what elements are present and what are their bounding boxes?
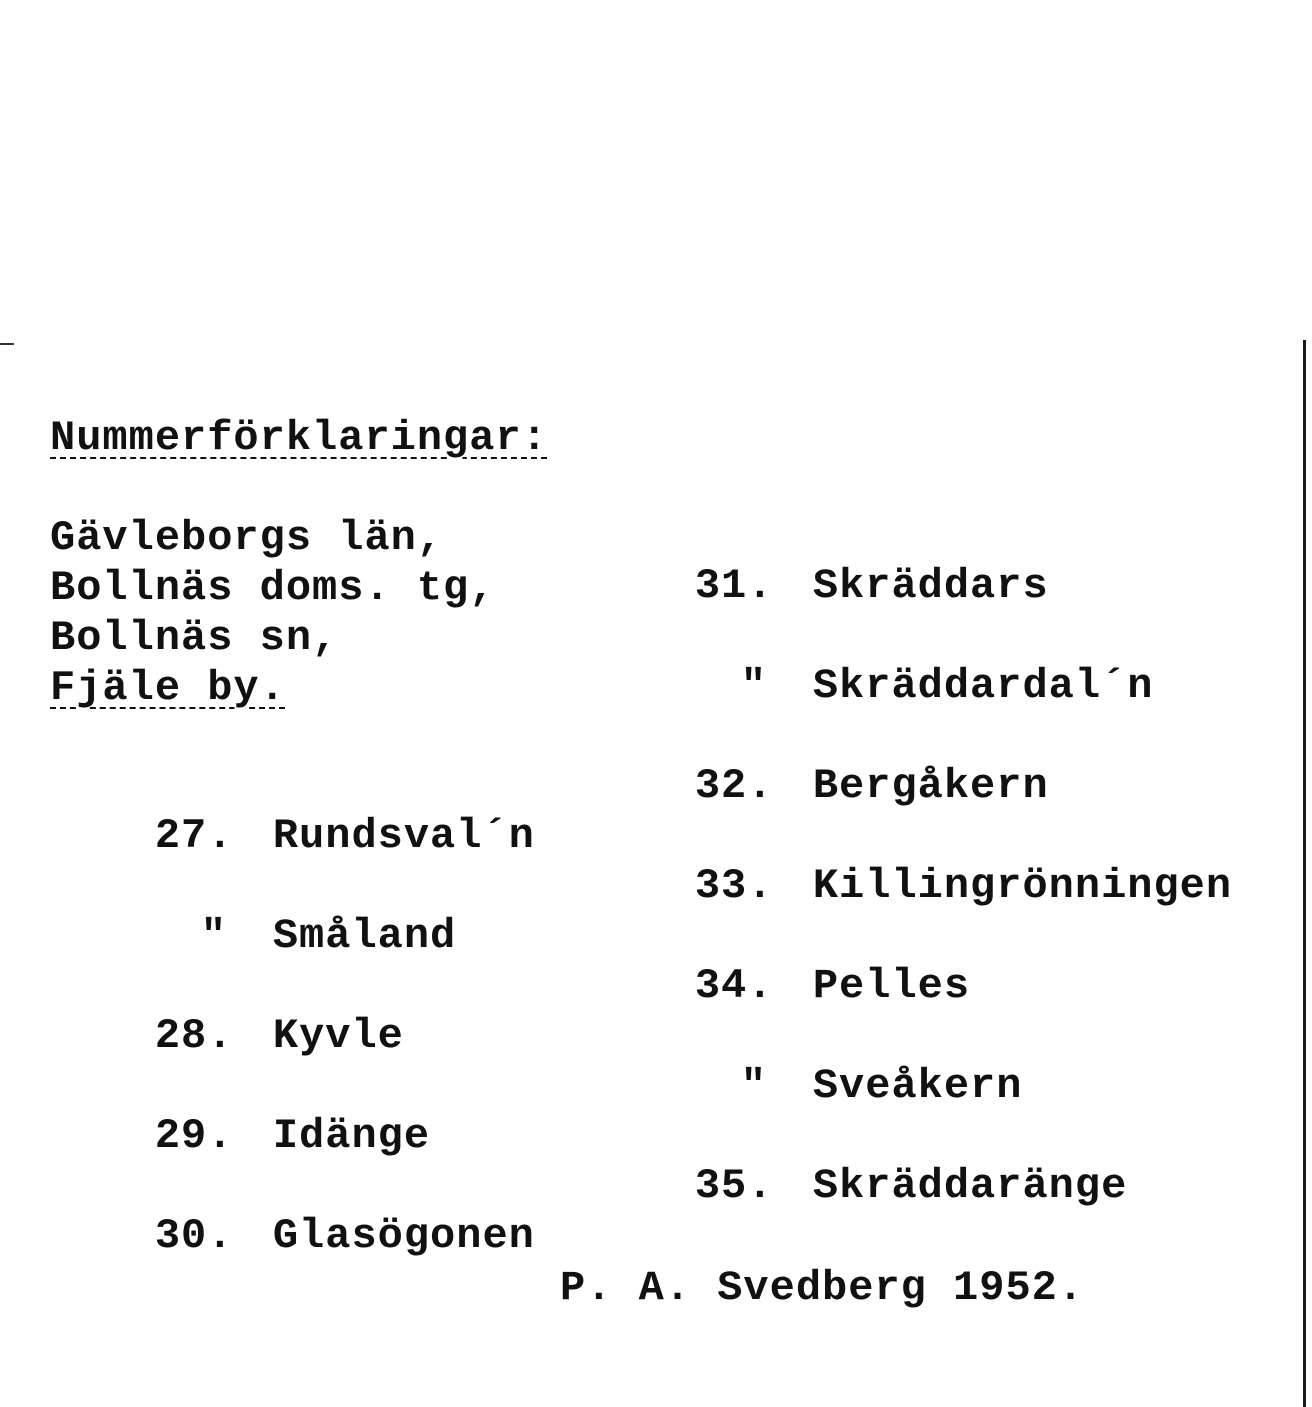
entry-name: Skräddardal´n — [812, 662, 1154, 710]
location-district: Bollnäs doms. tg, — [50, 564, 496, 612]
heading: Nummerförklaringar: — [50, 414, 548, 462]
entry-number: 35. — [694, 1162, 774, 1210]
entry-name: Kyvle — [272, 1012, 404, 1060]
entry-number: 34. — [694, 962, 774, 1010]
location-village: Fjäle by. — [50, 664, 286, 712]
entry-number: 31. — [694, 562, 774, 610]
location-parish: Bollnäs sn, — [50, 614, 339, 662]
ditto-mark: " — [200, 912, 227, 960]
entry-name: Glasögonen — [272, 1212, 535, 1260]
entry-name: Idänge — [272, 1112, 431, 1160]
entry-name: Rundsval´n — [272, 812, 535, 860]
list-item — [590, 1114, 1127, 1258]
entry-number: 30. — [154, 1212, 234, 1260]
card-edge-mark — [0, 343, 14, 345]
list-item — [50, 1164, 535, 1308]
entry-name: Killingrönningen — [812, 862, 1233, 910]
entry-name: Bergåkern — [812, 762, 1049, 810]
signature: P. A. Svedberg 1952. — [560, 1264, 1085, 1312]
entry-number: 33. — [694, 862, 774, 910]
ditto-mark: " — [740, 662, 767, 710]
entry-number: 28. — [154, 1012, 234, 1060]
entry-number: 27. — [154, 812, 234, 860]
entry-name: Pelles — [812, 962, 971, 1010]
entry-name: Skräddars — [812, 562, 1049, 610]
entry-number: 29. — [154, 1112, 234, 1160]
location-county: Gävleborgs län, — [50, 514, 444, 562]
entry-name: Sveåkern — [812, 1062, 1023, 1110]
entry-name: Småland — [272, 912, 457, 960]
entry-name: Skräddaränge — [812, 1162, 1128, 1210]
ditto-mark: " — [740, 1062, 767, 1110]
card-right-edge — [1303, 340, 1306, 1407]
entry-number: 32. — [694, 762, 774, 810]
